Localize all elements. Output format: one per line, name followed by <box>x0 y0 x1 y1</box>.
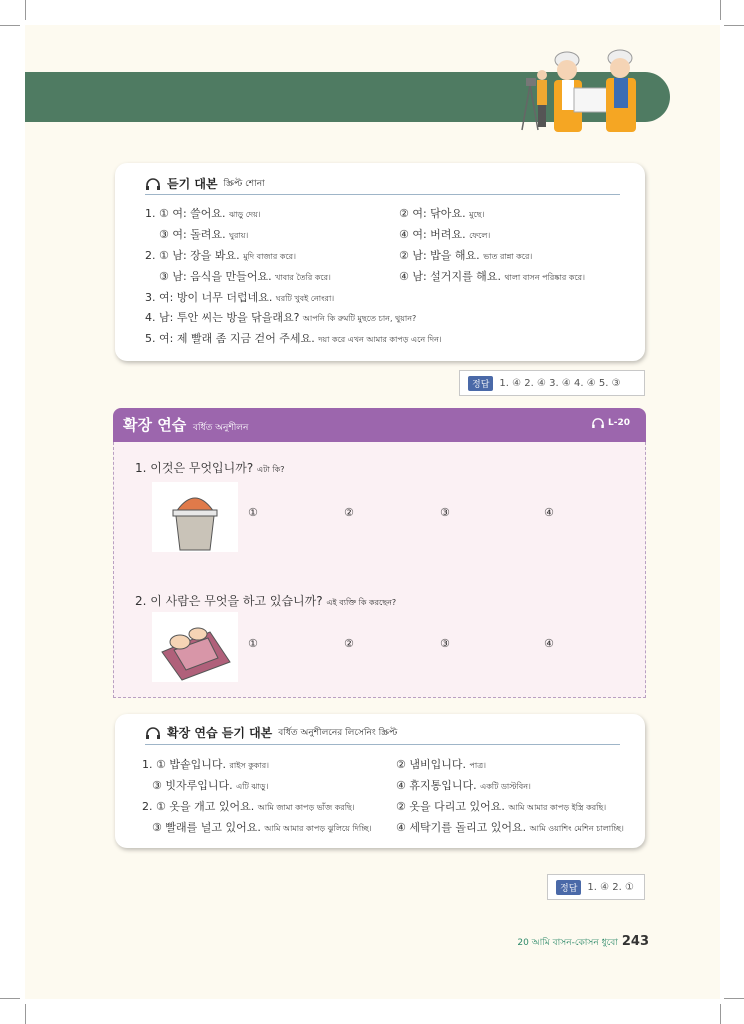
answer-text: 1. ④ 2. ① <box>587 881 634 893</box>
crop-mark <box>724 998 744 999</box>
headphones-icon <box>145 727 161 739</box>
script-line: 1. ① 밥솥입니다. রাইস কুকার। <box>142 758 269 771</box>
divider <box>145 744 620 745</box>
crop-mark <box>25 0 26 20</box>
script-line: ② 냄비입니다. পাত্র। <box>396 758 486 771</box>
script-line: ④ 세탁기를 돌리고 있어요. আমি ওয়াশিং মেশিন চালাচ্ছি। <box>396 821 624 834</box>
crop-mark <box>724 25 744 26</box>
headphones-icon <box>591 418 605 428</box>
crop-mark <box>0 25 20 26</box>
divider <box>145 194 620 195</box>
listening-script-card <box>115 163 645 361</box>
practice-script-card <box>115 714 645 848</box>
crop-mark <box>25 1004 26 1024</box>
script-line: 5. 여: 제 빨래 좀 지금 걷어 주세요. দয়া করে এখন আমার কাপড় এনে দিন। <box>145 332 442 345</box>
listening-script-header <box>145 175 265 192</box>
page-number: 243 <box>621 934 649 949</box>
crop-mark <box>720 0 721 20</box>
script-line: ④ 남: 설거지를 해요. থালা বাসন পরিষ্কার করে। <box>399 270 585 283</box>
option-3[interactable]: ③ <box>440 506 450 519</box>
answer-box <box>547 874 645 900</box>
script-line: ② 남: 밥을 해요. ভাত রান্না করে। <box>399 249 533 262</box>
script-line: ③ 여: 돌려요. ঘুরায়। <box>159 228 249 241</box>
audio-track[interactable] <box>591 418 630 428</box>
practice-title: 확장 연습 <box>123 416 187 434</box>
script-line: ② 여: 닦아요. মুছে। <box>399 207 485 220</box>
practice-script-subtitle: বর্ধিত অনুশীলনের লিসেনিং স্ক্রিপ্ট <box>278 728 398 738</box>
headphones-icon <box>145 178 161 190</box>
script-line: 2. ① 남: 장을 봐요. মুদি বাজার করে। <box>145 249 296 262</box>
script-line: 2. ① 옷을 개고 있어요. আমি জামা কাপড় ভাঁজ করছি। <box>142 800 355 813</box>
page-footer <box>517 934 649 950</box>
question-2: 2. 이 사람은 무엇을 하고 있습니까? এই ব্যক্তি কি করছেন? <box>135 594 397 608</box>
workers-illustration <box>512 40 652 135</box>
script-line: 4. 남: 투안 씨는 방을 닦을래요? আপনি কি রুমটি মুছতে চান, থুয়ান? <box>145 311 417 324</box>
option-2[interactable]: ② <box>344 637 354 650</box>
practice-script-title: 확장 연습 듣기 대본 <box>167 726 273 740</box>
script-line: 3. 여: 방이 너무 더럽네요. ঘরটি খুবই নোংরা। <box>145 291 335 304</box>
script-line: ② 옷을 다리고 있어요. আমি আমার কাপড় ইস্ত্রি করছি। <box>396 800 607 813</box>
option-1[interactable]: ① <box>248 637 258 650</box>
script-line: ④ 여: 버려요. ফেলে। <box>399 228 491 241</box>
question-1: 1. 이것은 무엇입니까? এটা কি? <box>135 461 285 475</box>
option-1[interactable]: ① <box>248 506 258 519</box>
option-3[interactable]: ③ <box>440 637 450 650</box>
script-line: ③ 빗자루입니다. এটি ঝাড়ু। <box>152 779 269 792</box>
practice-script-header <box>145 724 397 741</box>
option-4[interactable]: ④ <box>544 506 554 519</box>
crop-mark <box>720 1004 721 1024</box>
option-4[interactable]: ④ <box>544 637 554 650</box>
script-line: ③ 남: 음식을 만들어요. খাবার তৈরি করে। <box>159 270 331 283</box>
trash-can-image <box>152 482 238 552</box>
answer-box <box>459 370 645 396</box>
script-line: ③ 빨래를 널고 있어요. আমি আমার কাপড় ঝুলিয়ে দিচ্ছি। <box>152 821 372 834</box>
practice-header <box>113 408 646 442</box>
script-line: ④ 휴지통입니다. একটি ডাস্টবিন। <box>396 779 531 792</box>
chapter-title: 20 আমি বাসন-কোসন ধুবো <box>517 938 618 948</box>
track-label: L-20 <box>608 418 630 428</box>
folding-clothes-image <box>152 612 238 682</box>
answer-tag: 정답 <box>556 880 581 895</box>
listening-script-title: 듣기 대본 <box>167 177 218 191</box>
answer-text: 1. ④ 2. ④ 3. ④ 4. ④ 5. ③ <box>499 377 621 389</box>
crop-mark <box>0 998 20 999</box>
option-2[interactable]: ② <box>344 506 354 519</box>
script-line: 1. ① 여: 쓸어요. ঝাড়ু দেয়। <box>145 207 261 220</box>
practice-subtitle: বর্ধিত অনুশীলন <box>193 423 249 433</box>
answer-tag: 정답 <box>468 376 493 391</box>
listening-script-subtitle: স্ক্রিপ্ট শোনা <box>223 179 265 189</box>
